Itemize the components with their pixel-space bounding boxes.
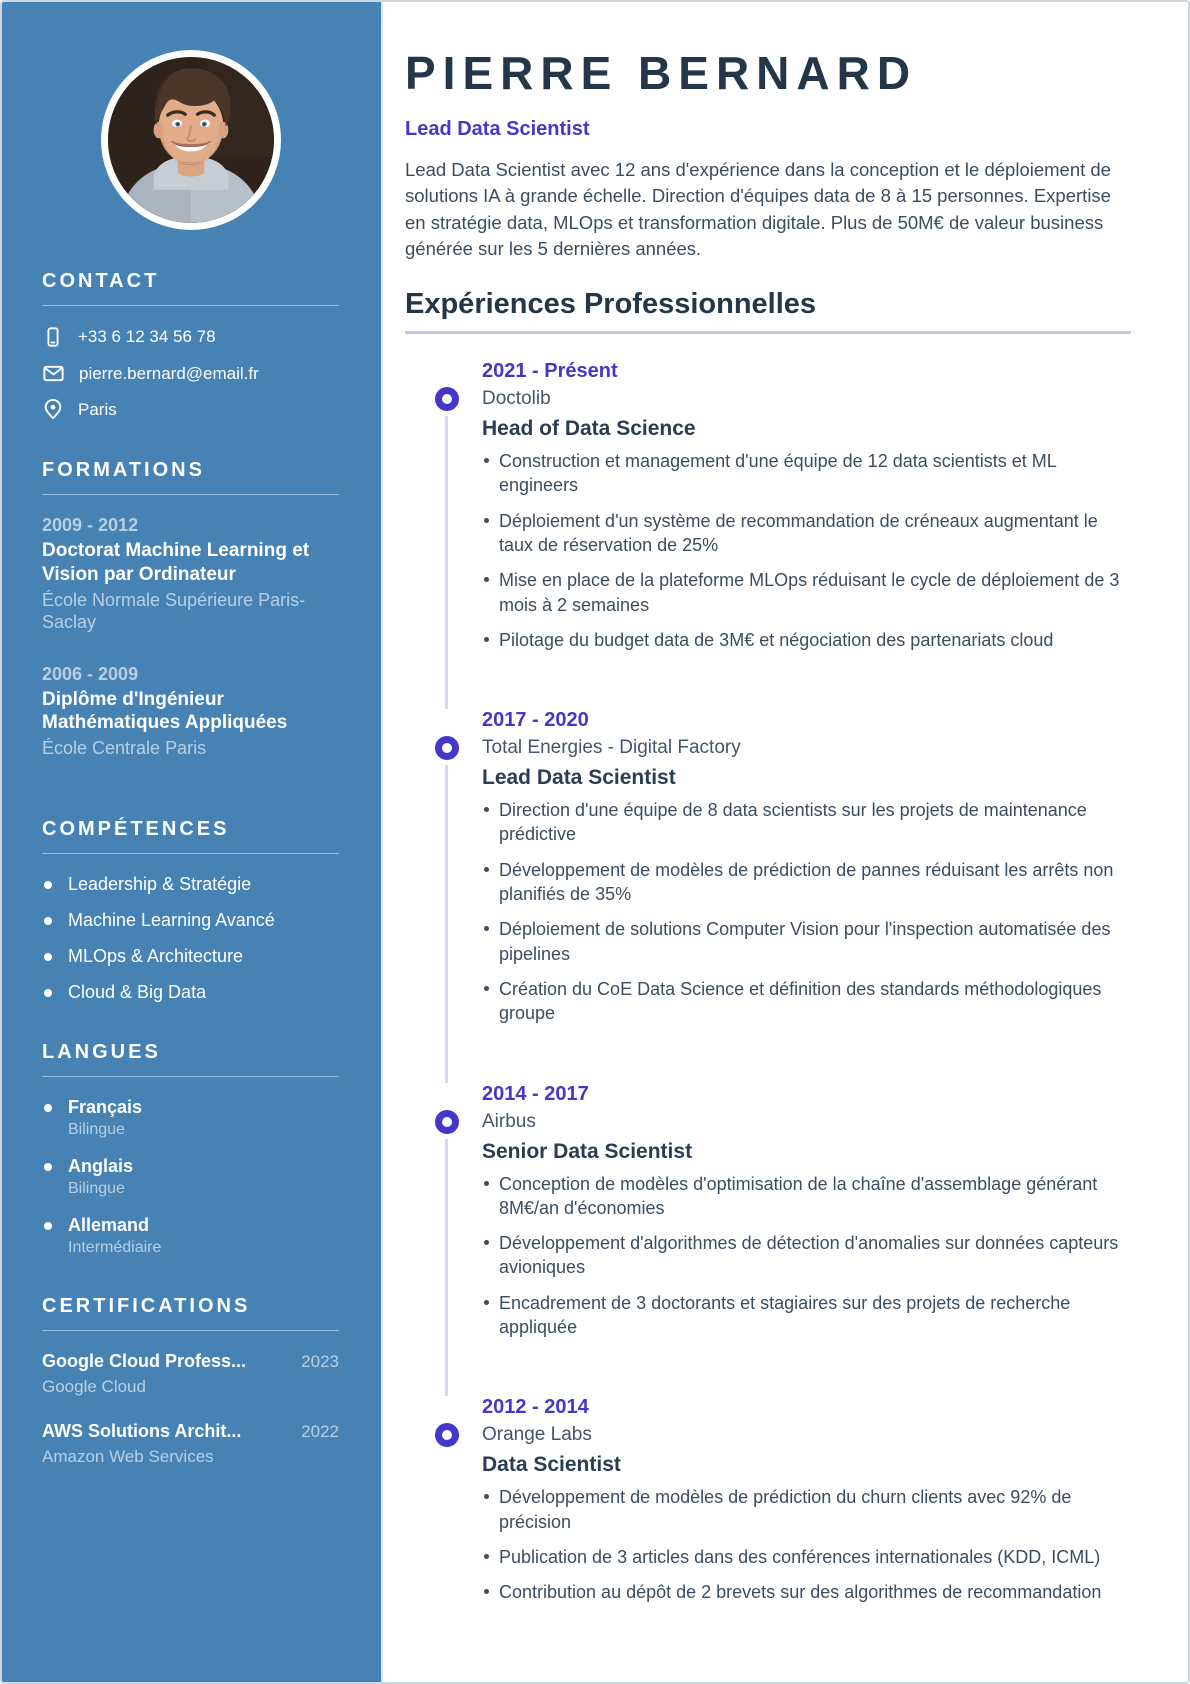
candidate-name: PIERRE BERNARD	[405, 47, 918, 99]
language-name: Anglais	[68, 1155, 134, 1176]
experience-bullet: Création du CoE Data Science et définition des standards méthodologiques groupe	[482, 977, 1131, 1026]
language-item	[42, 1156, 339, 1198]
experience-bullet: Mise en place de la plateforme MLOps réduisant le cycle de déploiement de 3 mois à 2 semaines	[482, 568, 1131, 617]
timeline-marker-column	[435, 360, 482, 709]
experience-bullet: Développement de modèles de prédiction du churn clients avec 92% de précision	[482, 1485, 1131, 1534]
experience-period: 2014 - 2017	[482, 1082, 589, 1105]
language-item	[42, 1097, 339, 1139]
experience-role: Head of Data Science	[482, 417, 696, 441]
email-icon	[42, 362, 65, 385]
skill-item: Machine Learning Avancé	[42, 910, 339, 931]
experience-item	[435, 1083, 1131, 1397]
experience-bullets	[482, 1172, 1131, 1340]
profile-summary: Lead Data Scientist avec 12 ans d'expérience dans la conception et le déploiement de solutions IA à grande échelle. Direction d'équipes data de 8 à 15 personnes. Expertise en stratégie data, MLOps et transformation digitale. Plus de 50M€ de valeur business générée sur les 5 dernières années.	[405, 159, 1111, 259]
experience-bullet: Encadrement de 3 doctorants et stagiaires sur des projets de recherche appliquée	[482, 1291, 1131, 1340]
experience-bullet: Pilotage du budget data de 3M€ et négociation des partenariats cloud	[482, 628, 1131, 652]
experiences-timeline	[435, 360, 1131, 1615]
certification-item	[42, 1351, 339, 1397]
certifications-title: CERTIFICATIONS	[42, 1295, 339, 1331]
experience-item	[435, 1396, 1131, 1615]
experience-item	[435, 709, 1131, 1082]
contact-location	[42, 399, 339, 421]
timeline-dot-icon	[435, 387, 459, 411]
experience-company: Doctolib	[482, 388, 551, 410]
experience-bullet: Déploiement de solutions Computer Vision pour l'inspection automatisée des pipelines	[482, 917, 1131, 966]
education-degree: Diplôme d'Ingénieur Mathématiques Appliquées	[42, 688, 288, 734]
education-period: 2006 - 2009	[42, 663, 139, 684]
experience-bullet: Publication de 3 articles dans des conférences internationales (KDD, ICML)	[482, 1545, 1131, 1569]
contact-phone	[42, 326, 339, 348]
experience-bullet: Conception de modèles d'optimisation de la chaîne d'assemblage générant 8M€/an d'économies	[482, 1172, 1131, 1221]
language-level: Bilingue	[68, 1120, 125, 1138]
experiences-section-title: Expériences Professionnelles	[405, 288, 1131, 334]
experience-item	[435, 360, 1131, 709]
language-name: Allemand	[68, 1214, 150, 1235]
education-school: École Centrale Paris	[42, 738, 207, 758]
timeline-dot-icon	[435, 1423, 459, 1447]
certification-issuer: Amazon Web Services	[42, 1446, 214, 1466]
timeline-marker-column	[435, 1083, 482, 1397]
main-content	[383, 2, 1188, 1682]
timeline-marker-column	[435, 709, 482, 1082]
phone-value: +33 6 12 34 56 78	[78, 327, 216, 346]
experience-bullet: Contribution au dépôt de 2 brevets sur des algorithmes de recommandation	[482, 1580, 1131, 1604]
contact-title: CONTACT	[42, 270, 339, 306]
certification-name: AWS Solutions Archit...	[42, 1420, 242, 1441]
skill-item: Leadership & Stratégie	[42, 874, 339, 895]
experience-bullets	[482, 449, 1131, 652]
location-icon	[42, 399, 64, 421]
formations-title: FORMATIONS	[42, 459, 339, 495]
competences-section	[42, 818, 339, 1003]
experience-bullet: Direction d'une équipe de 8 data scientists sur les projets de maintenance prédictive	[482, 798, 1131, 847]
avatar-illustration	[108, 57, 274, 223]
profile-photo	[42, 50, 339, 230]
experience-company: Airbus	[482, 1110, 536, 1132]
email-value: pierre.bernard@email.fr	[79, 363, 259, 383]
certification-item	[42, 1421, 339, 1467]
timeline-dot-icon	[435, 1110, 459, 1134]
experience-bullets	[482, 798, 1131, 1025]
skill-list	[42, 874, 339, 1003]
sidebar	[2, 2, 383, 1682]
experience-company: Orange Labs	[482, 1424, 592, 1446]
experience-role: Data Scientist	[482, 1453, 621, 1477]
certifications-section	[42, 1295, 339, 1467]
location-value: Paris	[78, 400, 117, 419]
experience-bullet: Construction et management d'une équipe de 12 data scientists et ML engineers	[482, 449, 1131, 498]
experience-bullet: Déploiement d'un système de recommandation de créneaux augmentant le taux de réservation de 25%	[482, 509, 1131, 558]
timeline-dot-icon	[435, 736, 459, 760]
contact-section	[42, 270, 339, 421]
certification-issuer: Google Cloud	[42, 1376, 146, 1396]
experience-role: Senior Data Scientist	[482, 1139, 693, 1163]
candidate-job-title: Lead Data Scientist	[405, 118, 590, 140]
experience-period: 2017 - 2020	[482, 709, 589, 732]
contact-email	[42, 362, 339, 385]
skill-item: MLOps & Architecture	[42, 946, 339, 967]
phone-icon	[42, 326, 64, 348]
experience-bullet: Développement de modèles de prédiction de pannes réduisant les arrêts non planifiés de 35%	[482, 858, 1131, 907]
langues-title: LANGUES	[42, 1041, 339, 1077]
education-period: 2009 - 2012	[42, 515, 139, 535]
experience-bullet: Développement d'algorithmes de détection d'anomalies sur données capteurs avioniques	[482, 1231, 1131, 1280]
experience-period: 2021 - Présent	[482, 360, 618, 383]
experience-role: Lead Data Scientist	[482, 766, 676, 790]
language-level: Intermédiaire	[68, 1238, 162, 1256]
langues-section	[42, 1041, 339, 1257]
language-level: Bilingue	[68, 1179, 125, 1197]
education-item	[42, 664, 339, 760]
skill-item: Cloud & Big Data	[42, 982, 339, 1003]
experience-company: Total Energies - Digital Factory	[482, 737, 741, 759]
experience-bullets	[482, 1485, 1131, 1604]
education-school: École Normale Supérieure Paris-Saclay	[42, 589, 306, 632]
certification-name: Google Cloud Profess...	[42, 1350, 247, 1371]
timeline-marker-column	[435, 1396, 482, 1615]
certification-year: 2022	[301, 1421, 339, 1441]
education-degree: Doctorat Machine Learning et Vision par Ordinateur	[42, 540, 310, 585]
experience-period: 2012 - 2014	[482, 1396, 589, 1419]
language-name: Français	[68, 1096, 143, 1117]
education-item	[42, 515, 339, 634]
competences-title: COMPÉTENCES	[42, 818, 339, 854]
formations-section	[42, 459, 339, 760]
language-item	[42, 1215, 339, 1257]
certification-year: 2023	[301, 1351, 339, 1371]
